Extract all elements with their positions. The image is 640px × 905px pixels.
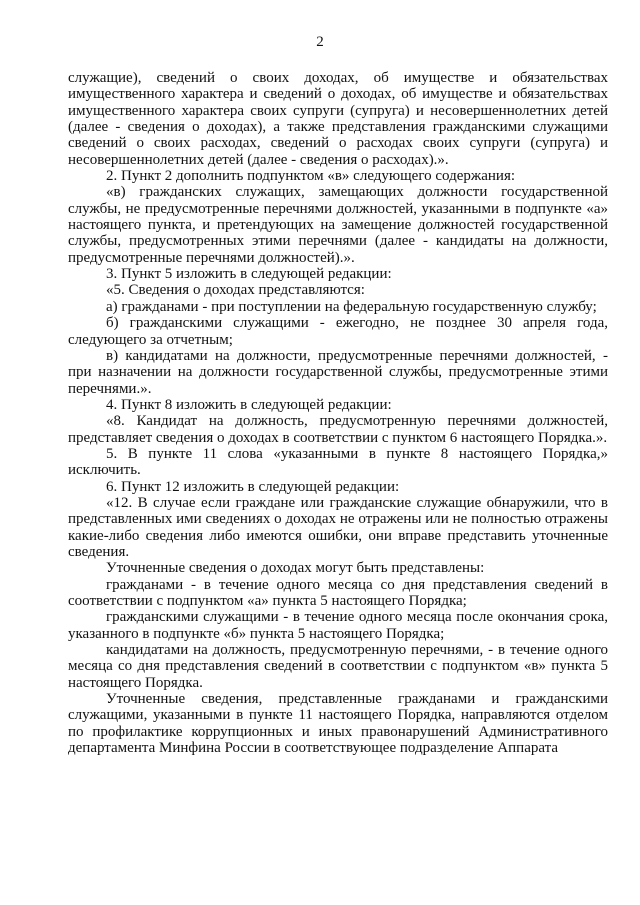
paragraph: «5. Сведения о доходах представляются: bbox=[106, 282, 365, 299]
paragraph: Уточненные сведения, представленные гражданами и гражданскими служащими, указанными в пункте 11 настоящего Порядка, направляются отделом по профилактике коррупционных и иных правонарушений Административного департамента Минфина России в соответствующее подразделение Аппарата bbox=[68, 691, 608, 757]
page-number: 2 bbox=[316, 34, 324, 50]
paragraph: служащие), сведений о своих доходах, об имуществе и обязательствах имущественного характера и сведений о доходах, об имуществе и обязательствах имущественного характера своих супруги (супруга) и несовершеннолетних детей (далее - сведения о доходах), а также представления гражданскими служащими сведений о своих расходах, сведений о расходах своих супруги (супруга) и несовершеннолетних детей (далее - сведения о расходах).». bbox=[68, 70, 608, 168]
paragraph: «12. В случае если граждане или гражданские служащие обнаружили, что в представленных ими сведениях о доходах не отражены или не полностью отражены какие-либо сведения либо имеются ошибки, они вправе представить уточненные сведения. bbox=[68, 494, 608, 560]
paragraph: в) кандидатами на должности, предусмотренные перечнями должностей, - при назначении на должности государственной службы, предусмотренные этими перечнями.». bbox=[68, 347, 608, 397]
paragraph: кандидатами на должность, предусмотренную перечнями, - в течение одного месяца со дня представления сведений в соответствии с подпунктом «в» пункта 5 настоящего Порядка. bbox=[68, 642, 608, 691]
paragraph: 6. Пункт 12 изложить в следующей редакции: bbox=[106, 478, 400, 495]
paragraph: Уточненные сведения о доходах могут быть представлены: bbox=[106, 560, 485, 577]
paragraph: «8. Кандидат на должность, предусмотренную перечнями должностей, представляет сведения о доходах в соответствии с пунктом 6 настоящего Порядка.». bbox=[68, 413, 608, 446]
paragraph: гражданскими служащими - в течение одного месяца после окончания срока, указанного в подпункте «б» пункта 5 настоящего Порядка; bbox=[68, 609, 608, 642]
paragraph: гражданами - в течение одного месяца со дня представления сведений в соответствии с подпунктом «а» пункта 5 настоящего Порядка; bbox=[68, 576, 608, 609]
paragraph: 4. Пункт 8 изложить в следующей редакции: bbox=[106, 396, 392, 413]
document-body bbox=[68, 70, 608, 756]
paragraph: 2. Пункт 2 дополнить подпунктом «в» следующего содержания: bbox=[106, 168, 516, 185]
paragraph: 5. В пункте 11 слова «указанными в пункте 8 настоящего Порядка,» исключить. bbox=[68, 445, 608, 479]
paragraph: 3. Пункт 5 изложить в следующей редакции: bbox=[106, 266, 392, 283]
paragraph: «в) гражданских служащих, замещающих должности государственной службы, не предусмотренные перечнями должностей, указанными в подпункте «а» настоящего пункта, и претендующих на замещение должностей государственной службы, предусмотренных этими перечнями (далее - кандидаты на должности, предусмотренные перечнями должностей).». bbox=[68, 184, 608, 266]
paragraph: б) гражданскими служащими - ежегодно, не позднее 30 апреля года, следующего за отчетным; bbox=[68, 315, 608, 348]
paragraph: а) гражданами - при поступлении на федеральную государственную службу; bbox=[106, 298, 597, 315]
